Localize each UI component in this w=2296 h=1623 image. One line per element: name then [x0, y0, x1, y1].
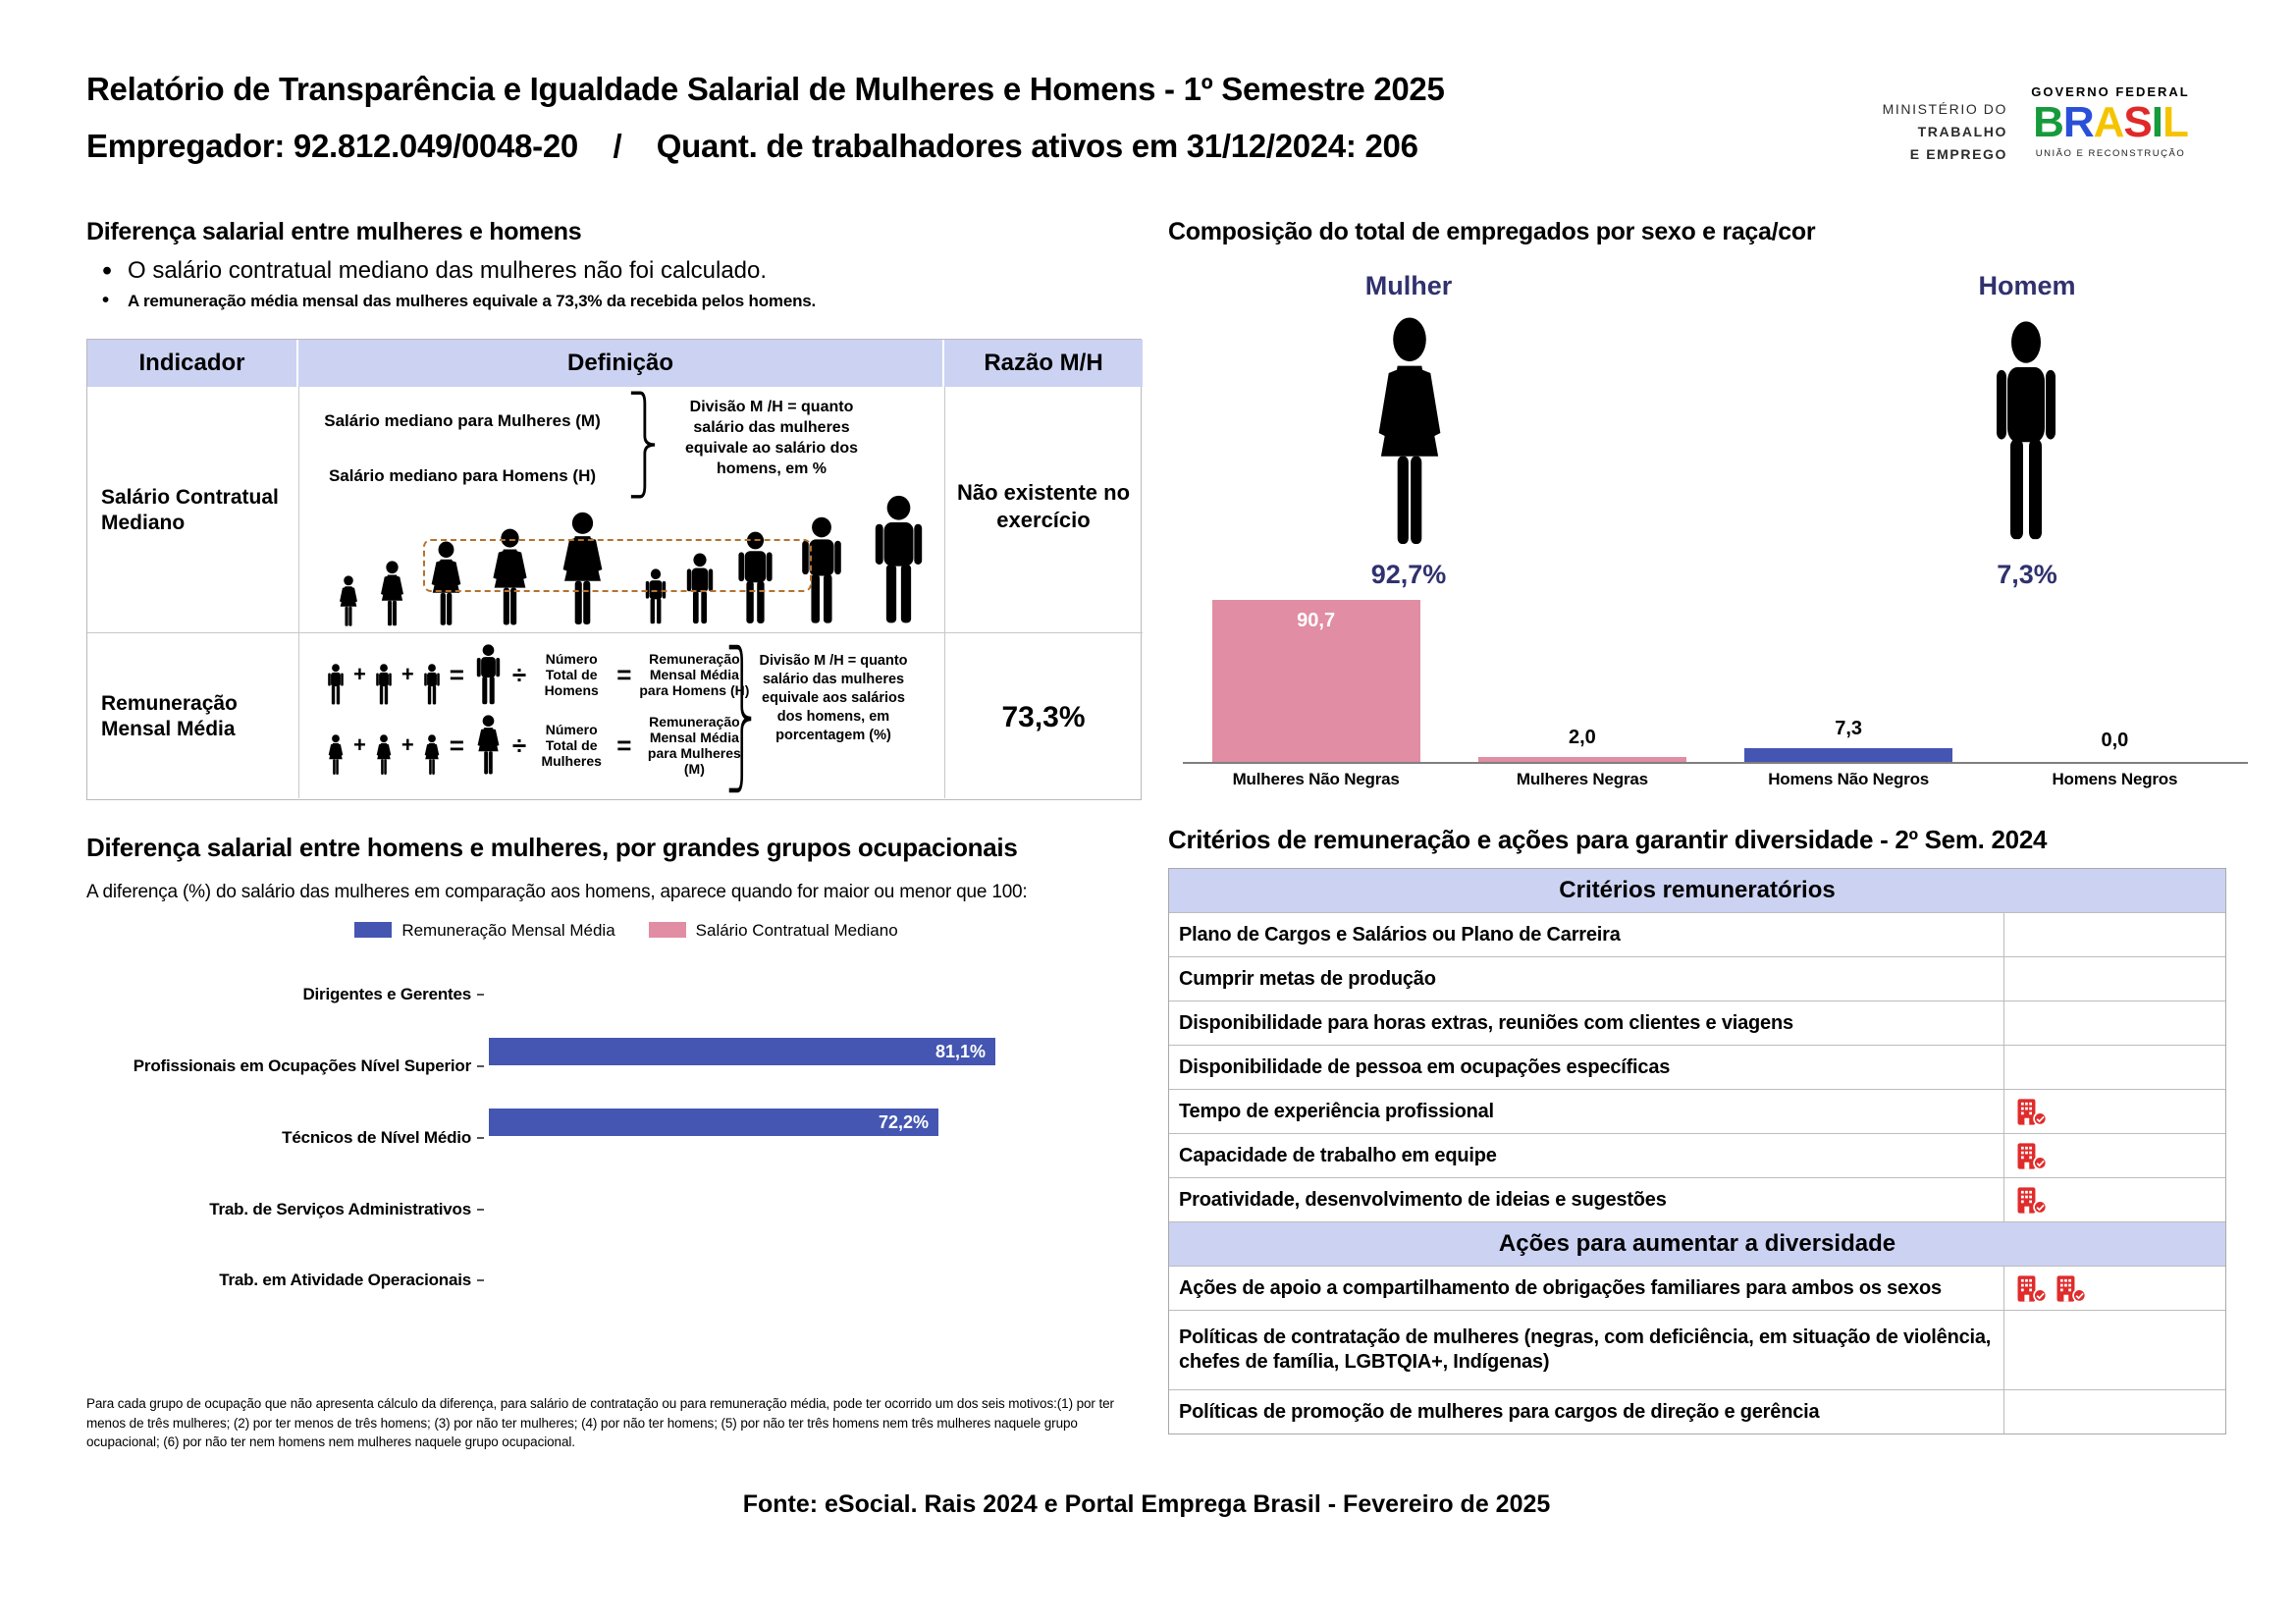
indicator-average-pay: Remuneração Mensal Média [101, 692, 238, 740]
axis-tick [477, 1137, 484, 1139]
median-women-label: Salário mediano para Mulheres (M) [324, 411, 601, 430]
col-divider [944, 387, 945, 798]
col-header-razao: Razão M/H [944, 340, 1143, 387]
chart-legend [86, 921, 1166, 941]
ministry-line: E EMPREGO [1909, 146, 2007, 162]
man-icon [419, 664, 445, 705]
bar-tecnicos-medio [489, 1109, 938, 1136]
col-divider [298, 387, 299, 798]
equals-operator: = [449, 730, 464, 760]
bar-value: 90,7 [1297, 610, 1336, 631]
plus-operator: + [400, 662, 414, 686]
female-label: Mulher [1364, 271, 1453, 300]
men-total-label: Número Total de Homens [544, 651, 599, 698]
table-row [1169, 1267, 2225, 1311]
logo-letter: B [2033, 98, 2063, 146]
female-pct: 92,7% [1370, 560, 1447, 589]
occ-category-label: Trab. em Atividade Operacionais [219, 1271, 471, 1289]
criteria-label: Capacidade de trabalho em equipe [1179, 1144, 1497, 1166]
median-men-label: Salário mediano para Homens (H) [328, 466, 597, 485]
bar-value-label: 72,2% [878, 1112, 929, 1132]
bar-slot [1716, 589, 1982, 762]
bullet-average-pay: • A remuneração média mensal das mulheres equivale a 73,3% da recebida pelos homens. [94, 292, 1135, 311]
criteria-table [1168, 868, 2226, 1434]
company-check-icon [2016, 1186, 2048, 1215]
men-average-result-label: Remuneração Mensal Média para Homens (H) [639, 651, 750, 698]
bar-slot [1183, 589, 1449, 762]
criteria-section-header: Ações para aumentar a diversidade [1169, 1222, 2225, 1267]
women-total-label: Número Total de Mulheres [541, 722, 602, 769]
table-row [1169, 1046, 2225, 1090]
logo-letter: S [2123, 98, 2152, 146]
row-divider [87, 632, 1143, 633]
logo-letter: A [2093, 98, 2124, 146]
axis-tick [477, 1065, 484, 1067]
brasil-wordmark [2024, 99, 2197, 146]
women-average-formula [323, 715, 752, 776]
company-check-icon [2016, 1098, 2048, 1126]
bar-value: 0,0 [2101, 730, 2129, 751]
section-title-composition: Composição do total de empregados por sexo e raça/cor [1168, 218, 1816, 245]
table-row [1169, 913, 2225, 957]
source-footer: Fonte: eSocial. Rais 2024 e Portal Emprega Brasil - Fevereiro de 2025 [742, 1490, 1551, 1518]
bar-slot [1449, 589, 1715, 762]
plus-operator: + [353, 662, 366, 686]
legend-label: Salário Contratual Mediano [695, 921, 898, 940]
axis-tick [477, 994, 484, 996]
woman-icon [469, 715, 507, 776]
plus-operator: + [400, 732, 414, 757]
woman-icon [323, 734, 348, 776]
ministry-line: MINISTÉRIO DO [1882, 101, 2007, 117]
criteria-mark-cell [2003, 1390, 2225, 1434]
male-label: Homem [1978, 271, 2076, 300]
occ-category-label: Trab. de Serviços Administrativos [209, 1200, 471, 1218]
criteria-label: Proatividade, desenvolvimento de ideias e sugestões [1179, 1188, 1667, 1211]
bar-profissionais-superior [489, 1038, 995, 1065]
company-check-icon [2016, 1274, 2048, 1303]
ratio-median-value: Não existente no exercício [956, 480, 1131, 532]
criteria-section-header: Critérios remuneratórios [1169, 869, 2225, 913]
criteria-mark-cell [2003, 1178, 2225, 1221]
woman-icon [372, 561, 412, 627]
bar-value-label: 81,1% [934, 1042, 986, 1061]
woman-icon [371, 734, 397, 776]
section-title-criteria: Critérios de remuneração e ações para garantir diversidade - 2º Sem. 2024 [1168, 825, 2048, 854]
col-header-indicador: Indicador [87, 340, 298, 387]
logo-letter: I [2151, 98, 2163, 146]
man-icon [469, 644, 507, 705]
gov-federal-label: GOVERNO FEDERAL [2031, 84, 2190, 99]
equals-operator: = [616, 660, 632, 689]
table-row [1169, 1001, 2225, 1046]
legend-item-scm [649, 921, 898, 941]
legend-swatch-blue [354, 922, 392, 938]
male-pct: 7,3% [1997, 560, 2057, 589]
indicator-table [86, 339, 1142, 800]
bar-value: 2,0 [1568, 727, 1596, 748]
woman-icon [333, 575, 364, 627]
bar-homens-nao-negros [1744, 748, 1952, 762]
legend-label: Remuneração Mensal Média [401, 921, 615, 940]
equals-operator: = [449, 660, 464, 689]
criteria-mark-cell [2003, 1267, 2225, 1310]
criteria-label: Plano de Cargos e Salários ou Plano de Carreira [1179, 923, 1621, 946]
male-figure-icon [1977, 320, 2075, 542]
criteria-label: Ações de apoio a compartilhamento de obrigações familiares para ambos os sexos [1179, 1276, 1942, 1299]
table-row [1169, 1311, 2225, 1390]
criteria-label: Políticas de promoção de mulheres para cargos de direção e gerência [1179, 1400, 1820, 1423]
man-icon [323, 664, 348, 705]
col-header-definicao: Definição [298, 340, 944, 387]
category-label: Homens Não Negros [1768, 770, 1930, 788]
logo-letter: L [2163, 98, 2188, 146]
occupational-footnote: Para cada grupo de ocupação que não apresenta cálculo da diferença, para salário de contratação ou para remuneração média, pode ter ocorrido um dos seis motivos:(1) por ter menos de três mulheres; (2) por ter menos de três homens; (3) por não ter mulheres; (4) por não ter homens; (5) por não ter três homens nem três mulheres naquele grupo ocupacional; (6) por não ter nem homens nem mulheres naquele grupo ocupacional. [86, 1396, 1114, 1450]
plus-operator: + [353, 732, 366, 757]
table-row [1169, 1390, 2225, 1434]
equals-operator: = [616, 730, 632, 760]
ministry-line: TRABALHO [1917, 124, 2007, 139]
legend-swatch-pink [649, 922, 686, 938]
brace-icon [727, 644, 753, 793]
legend-item-rmm [354, 921, 614, 941]
man-icon [371, 664, 397, 705]
composition-category-labels [1183, 770, 2248, 789]
median-connection-box [423, 539, 812, 592]
category-label: Homens Negros [2052, 770, 2178, 788]
occupational-bar-chart [86, 957, 1171, 1306]
company-check-icon [2056, 1274, 2087, 1303]
section-title-occupational: Diferença salarial entre homens e mulheres, por grandes grupos ocupacionais [86, 833, 1018, 862]
bar-value: 7,3 [1835, 718, 1863, 739]
brasil-logo [2024, 84, 2197, 159]
table-row [1169, 957, 2225, 1001]
bar-slot [1982, 589, 2248, 762]
bar-mulheres-negras [1478, 757, 1686, 762]
criteria-label: Cumprir metas de produção [1179, 967, 1436, 990]
criteria-mark-cell [2003, 1134, 2225, 1177]
criteria-mark-cell [2003, 1090, 2225, 1133]
composition-bar-chart [1183, 589, 2248, 764]
axis-tick [477, 1279, 484, 1281]
section-title-salary-diff: Diferença salarial entre mulheres e homens [86, 218, 582, 245]
divide-operator: ÷ [511, 730, 527, 760]
women-average-result-label: Remuneração Mensal Média para Mulheres (M) [647, 714, 741, 777]
company-check-icon [2016, 1142, 2048, 1170]
criteria-label: Disponibilidade para horas extras, reuniões com clientes e viagens [1179, 1011, 1793, 1034]
woman-icon [419, 734, 445, 776]
man-icon [860, 495, 937, 624]
indicator-median-salary: Salário Contratual Mediano [101, 486, 279, 534]
occ-category-label: Dirigentes e Gerentes [302, 985, 471, 1003]
median-ratio-note: Divisão M /H = quanto salário das mulheres equivale ao salário dos homens, em % [684, 399, 859, 477]
brace-icon [629, 391, 657, 499]
gov-motto: UNIÃO E RECONSTRUÇÃO [2035, 148, 2186, 159]
occ-category-label: Técnicos de Nível Médio [282, 1128, 471, 1147]
ministry-logo [1858, 98, 2007, 166]
criteria-mark-cell [2003, 1001, 2225, 1045]
occupational-subtitle: A diferença (%) do salário das mulheres em comparação aos homens, aparece quando for maior ou menor que 100: [86, 882, 1028, 902]
logo-letter: R [2062, 98, 2094, 146]
bullet-median-salary: • O salário contratual mediano das mulheres não foi calculado. [94, 257, 1135, 285]
criteria-label: Disponibilidade de pessoa em ocupações específicas [1179, 1055, 1671, 1078]
category-label: Mulheres Não Negras [1232, 770, 1400, 788]
table-row [1169, 1134, 2225, 1178]
page-title: Relatório de Transparência e Igualdade Salarial de Mulheres e Homens - 1º Semestre 2025 [86, 71, 1445, 107]
criteria-mark-cell [2003, 957, 2225, 1001]
men-average-formula [323, 644, 752, 705]
table-row [1169, 1090, 2225, 1134]
divide-operator: ÷ [511, 660, 527, 689]
female-figure-icon [1355, 316, 1465, 550]
average-ratio-note: Divisão M /H = quanto salário das mulheres equivale aos salários dos homens, em porcentagem (%) [759, 653, 908, 743]
criteria-label: Tempo de experiência profissional [1179, 1100, 1494, 1122]
criteria-label: Políticas de contratação de mulheres (negras, com deficiência, em situação de violência, chefes de família, LGBTQIA+, Indígenas) [1179, 1326, 1992, 1373]
criteria-mark-cell [2003, 1311, 2225, 1389]
ratio-average-value: 73,3% [1001, 701, 1086, 733]
criteria-mark-cell [2003, 1046, 2225, 1089]
table-row [1169, 1178, 2225, 1222]
axis-tick [477, 1209, 484, 1211]
criteria-mark-cell [2003, 913, 2225, 956]
category-label: Mulheres Negras [1516, 770, 1648, 788]
page-subtitle: Empregador: 92.812.049/0048-20 / Quant. de trabalhadores ativos em 31/12/2024: 206 [86, 128, 1418, 164]
occ-category-label: Profissionais em Ocupações Nível Superior [133, 1056, 471, 1075]
